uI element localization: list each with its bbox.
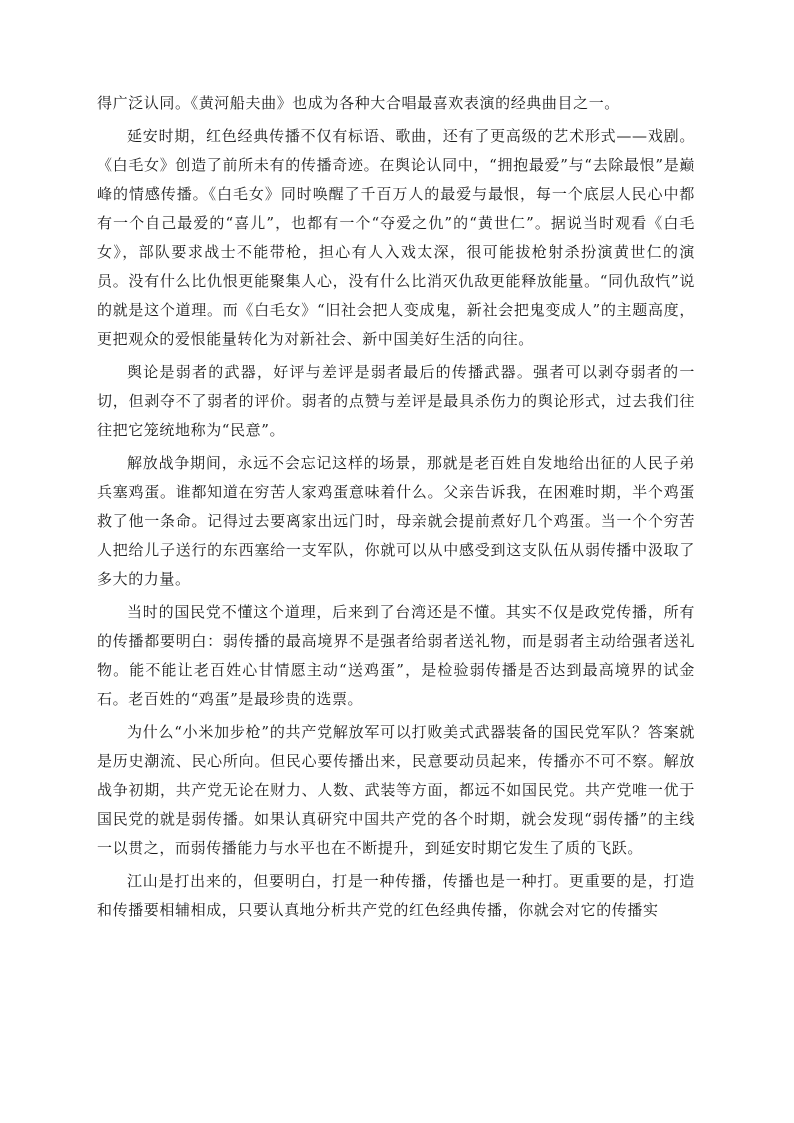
paragraph-6: 为什么“小米加步枪”的共产党解放军可以打败美式武器装备的国民党军队？答案就是历史潮流、民心所向。但民心要传播出来，民意要动员起来，传播亦不可不察。解放战争初期，共产党无论在财力、人数、武装等方面，都远不如国民党。共产党唯一优于国民党的就是弱传播。如果认真研究中国共产党的各个时期，就会发现“弱传播”的主线一以贯之，而弱传播能力与水平也在不断提升，到延安时期它发生了质的飞跃。 bbox=[97, 723, 695, 857]
paragraph-4: 解放战争期间，永远不会忘记这样的场景，那就是老百姓自发地给出征的人民子弟兵塞鸡蛋。谁都知道在穷苦人家鸡蛋意味着什么。父亲告诉我，在困难时期，半个鸡蛋救了他一条命。记得过去要离家出远门时，母亲就会提前煮好几个鸡蛋。当一个个穷苦人把给儿子送行的东西塞给一支军队，你就可以从中感受到这支队伍从弱传播中汲取了多大的力量。 bbox=[97, 454, 695, 588]
paragraph-3: 舆论是弱者的武器，好评与差评是弱者最后的传播武器。强者可以剥夺弱者的一切，但剥夺不了弱者的评价。弱者的点赞与差评是最具杀伤力的舆论形式，过去我们往往把它笼统地称为“民意”。 bbox=[97, 363, 695, 439]
paragraph-1: 得广泛认同。《黄河船夫曲》也成为各种大合唱最喜欢表演的经典曲目之一。 bbox=[97, 94, 620, 112]
paragraph-7: 江山是打出来的，但要明白，打是一种传播，传播也是一种打。更重要的是，打造和传播要相辅相成，只要认真地分析共产党的红色经典传播，你就会对它的传播实 bbox=[97, 872, 695, 919]
paragraph-2: 延安时期，红色经典传播不仅有标语、歌曲，还有了更高级的艺术形式——戏剧。《白毛女》创造了前所未有的传播奇迹。在舆论认同中，“拥抱最爱”与“去除最恨”是巅峰的情感传播。《白毛女》同时唤醒了千百万人的最爱与最恨，每一个底层人民心中都有一个自己最爱的“喜儿”，也都有一个“夺爱之仇”的“黄世仁”。据说当时观看《白毛女》，部队要求战士不能带枪，担心有人入戏太深，很可能拔枪射杀扮演黄世仁的演员。没有什么比仇恨更能聚集人心，没有什么比消灭仇敌更能释放能量。“同仇敌忾”说的就是这个道理。而《白毛女》“旧社会把人变成鬼，新社会把鬼变成人”的主题高度，更把观众的爱恨能量转化为对新社会、新中国美好生活的向往。 bbox=[97, 127, 695, 348]
paragraph-5: 当时的国民党不懂这个道理，后来到了台湾还是不懂。其实不仅是政党传播，所有的传播都要明白：弱传播的最高境界不是强者给弱者送礼物，而是弱者主动给强者送礼物。能不能让老百姓心甘情愿主动“送鸡蛋”，是检验弱传播是否达到最高境界的试金石。老百姓的“鸡蛋”是最珍贵的选票。 bbox=[97, 603, 695, 708]
body-text bbox=[97, 89, 695, 929]
